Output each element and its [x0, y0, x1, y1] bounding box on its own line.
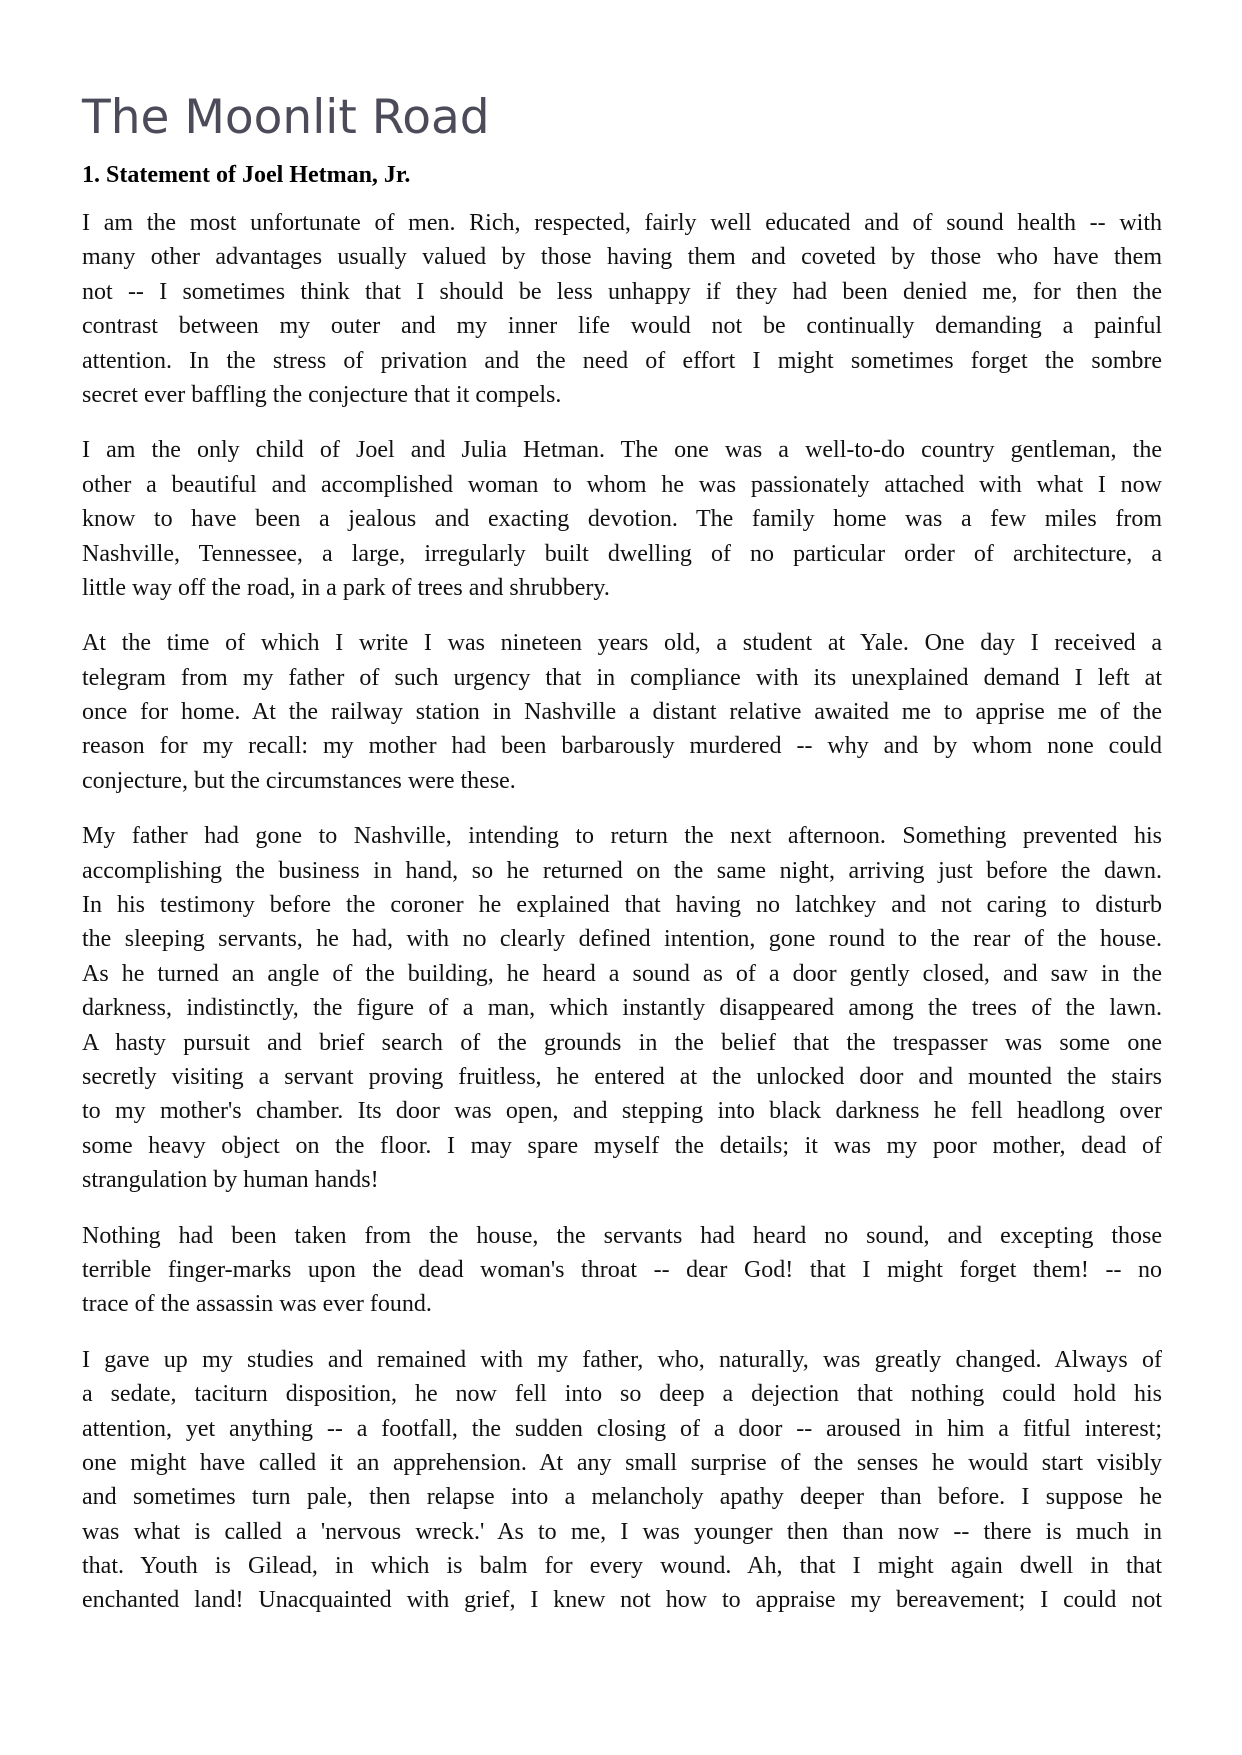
- text-line: enchanted land! Unacquainted with grief, I knew not how to appraise my bereavement; I could not: [82, 1587, 1162, 1614]
- text-line: In his testimony before the coroner he explained that having no latchkey and not caring to disturb: [82, 892, 1162, 919]
- text-line: attention. In the stress of privation and the need of effort I might sometimes forget the sombre: [82, 347, 1162, 374]
- paragraph: [82, 1343, 1162, 1618]
- text-line: once for home. At the railway station in Nashville a distant relative awaited me to apprise me of the: [82, 699, 1162, 726]
- text-line: contrast between my outer and my inner life would not be continually demanding a painful: [82, 313, 1162, 340]
- paragraph: [82, 819, 1162, 1197]
- text-line: darkness, indistinctly, the figure of a man, which instantly disappeared among the trees of the lawn.: [82, 995, 1162, 1022]
- text-line: attention, yet anything -- a footfall, the sudden closing of a door -- aroused in him a fitful interest;: [82, 1415, 1162, 1442]
- text-line: terrible finger-marks upon the dead woman's throat -- dear God! that I might forget them! -- no: [82, 1256, 1162, 1283]
- text-line: telegram from my father of such urgency that in compliance with its unexplained demand I left at: [82, 664, 1162, 691]
- section-heading: 1. Statement of Joel Hetman, Jr.: [82, 162, 411, 188]
- text-line: little way off the road, in a park of trees and shrubbery.: [82, 574, 610, 601]
- text-line: many other advantages usually valued by those having them and coveted by those who have them: [82, 244, 1162, 271]
- text-line: As he turned an angle of the building, he heard a sound as of a door gently closed, and saw in the: [82, 960, 1162, 987]
- text-line: reason for my recall: my mother had been barbarously murdered -- why and by whom none could: [82, 733, 1162, 760]
- text-line: to my mother's chamber. Its door was open, and stepping into black darkness he fell headlong over: [82, 1098, 1162, 1125]
- text-line: A hasty pursuit and brief search of the grounds in the belief that the trespasser was some one: [82, 1029, 1162, 1056]
- paragraph: [82, 433, 1162, 605]
- text-line: a sedate, taciturn disposition, he now fell into so deep a dejection that nothing could hold his: [82, 1381, 1162, 1408]
- text-line: know to have been a jealous and exacting devotion. The family home was a few miles from: [82, 506, 1162, 533]
- text-line: I am the most unfortunate of men. Rich, respected, fairly well educated and of sound health -- with: [82, 210, 1162, 236]
- text-line: My father had gone to Nashville, intending to return the next afternoon. Something prevented his: [82, 823, 1162, 850]
- text-line: other a beautiful and accomplished woman to whom he was passionately attached with what I now: [82, 471, 1162, 498]
- text-line: secret ever baffling the conjecture that it compels.: [82, 381, 562, 408]
- text-line: conjecture, but the circumstances were these.: [82, 767, 516, 794]
- text-line: and sometimes turn pale, then relapse into a melancholy apathy deeper than before. I suppose he: [82, 1484, 1162, 1511]
- text-line: At the time of which I write I was nineteen years old, a student at Yale. One day I received a: [82, 630, 1162, 657]
- text-line: some heavy object on the floor. I may spare myself the details; it was my poor mother, dead of: [82, 1132, 1162, 1159]
- text-line: I gave up my studies and remained with my father, who, naturally, was greatly changed. Always of: [82, 1346, 1162, 1373]
- paragraph: [82, 626, 1162, 798]
- text-line: Nashville, Tennessee, a large, irregularly built dwelling of no particular order of architecture, a: [82, 540, 1162, 567]
- text-line: secretly visiting a servant proving fruitless, he entered at the unlocked door and mounted the stairs: [82, 1063, 1162, 1090]
- text-line: trace of the assassin was ever found.: [82, 1291, 432, 1318]
- paragraph: [82, 206, 1162, 412]
- text-line: that. Youth is Gilead, in which is balm for every wound. Ah, that I might again dwell in that: [82, 1553, 1162, 1580]
- document-body: [82, 206, 1162, 1618]
- text-line: the sleeping servants, he had, with no clearly defined intention, gone round to the rear of the house.: [82, 926, 1162, 953]
- text-line: one might have called it an apprehension. At any small surprise of the senses he would start visibly: [82, 1449, 1162, 1476]
- text-line: was what is called a 'nervous wreck.' As to me, I was younger then than now -- there is much in: [82, 1518, 1162, 1545]
- document-page: [82, 88, 1162, 1639]
- paragraph: [82, 1219, 1162, 1322]
- document-title: The Moonlit Road: [82, 90, 490, 145]
- text-line: not -- I sometimes think that I should be less unhappy if they had been denied me, for then the: [82, 278, 1162, 305]
- text-line: I am the only child of Joel and Julia Hetman. The one was a well-to-do country gentleman, the: [82, 437, 1162, 464]
- text-line: Nothing had been taken from the house, the servants had heard no sound, and excepting those: [82, 1222, 1162, 1249]
- text-line: accomplishing the business in hand, so he returned on the same night, arriving just before the dawn.: [82, 857, 1162, 884]
- text-line: strangulation by human hands!: [82, 1167, 379, 1194]
